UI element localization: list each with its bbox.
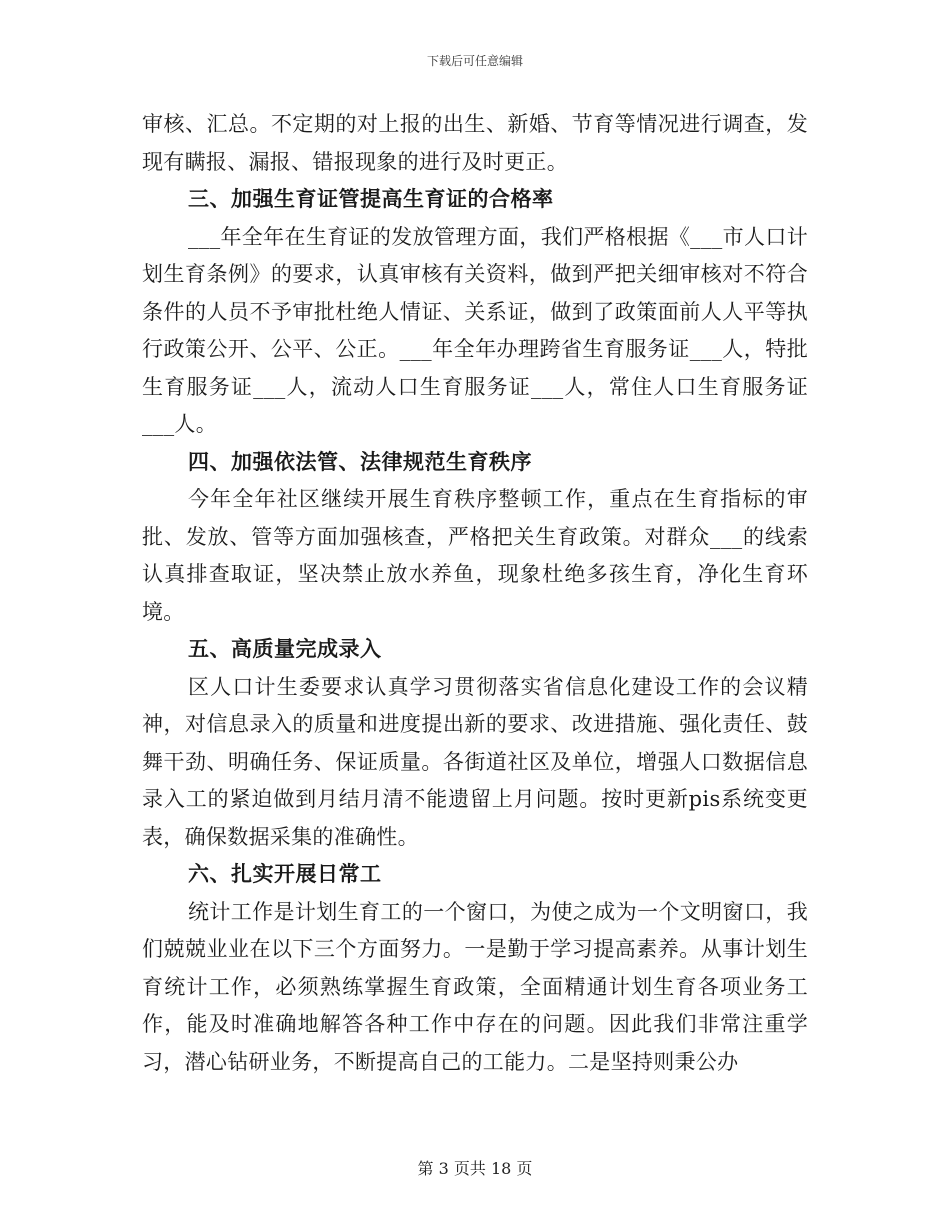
page-header: 下载后可任意编辑 [426, 54, 523, 68]
section-heading-3: 三、加强生育证管提高生育证的合格率 [188, 187, 554, 211]
paragraph-daily-work: 统计工作是计划生育工的一个窗口，为使之成为一个文明窗口，我们兢兢业业在以下三个方面努力。一是勤于学习提高素养。从事计划生育统计工作，必须熟练掌握生育政策，全面精通计划生育各项业务工作，能及时准确地解答各种工作中存在的问题。因此我们非常注重学习，潜心钻研业务，不断提高自己的工能力。二是坚持则秉公办 [142, 899, 808, 1074]
section-heading-6: 六、扎实开展日常工 [188, 862, 382, 886]
section-heading-5: 五、高质量完成录入 [188, 637, 382, 661]
paragraph-birth-permit: ___年全年在生育证的发放管理方面，我们严格根据《___市人口计划生育条例》的要求，认真审核有关资料，做到严把关细审核对不符合条件的人员不予审批杜绝人情证、关系证，做到了政策面前人人平等执行政策公开、公平、公正。___年全年办理跨省生育服务证___人，特批生育服务证___人，流动人口生育服务证___人，常住人口生育服务证___人。 [142, 224, 808, 436]
paragraph-data-entry: 区人口计生委要求认真学习贯彻落实省信息化建设工作的会议精神，对信息录入的质量和进度提出新的要求、改进措施、强化责任、鼓舞干劲、明确任务、保证质量。各街道社区及单位，增强人口数据信息录入工的紧迫做到月结月清不能遗留上月问题。按时更新pis系统变更表，确保数据采集的准确性。 [142, 674, 808, 849]
paragraph-continued: 审核、汇总。不定期的对上报的出生、新婚、节育等情况进行调查，发现有瞒报、漏报、错报现象的进行及时更正。 [142, 112, 808, 174]
section-heading-4: 四、加强依法管、法律规范生育秩序 [188, 449, 532, 474]
paragraph-birth-order: 今年全年社区继续开展生育秩序整顿工作，重点在生育指标的审批、发放、管等方面加强核查，严格把关生育政策。对群众___的线索认真排查取证，坚决禁止放水养鱼，现象杜绝多孩生育，净化生育环境。 [142, 487, 808, 624]
document-body [142, 106, 808, 1081]
page-number: 第 3 页共 18 页 [417, 1159, 533, 1178]
